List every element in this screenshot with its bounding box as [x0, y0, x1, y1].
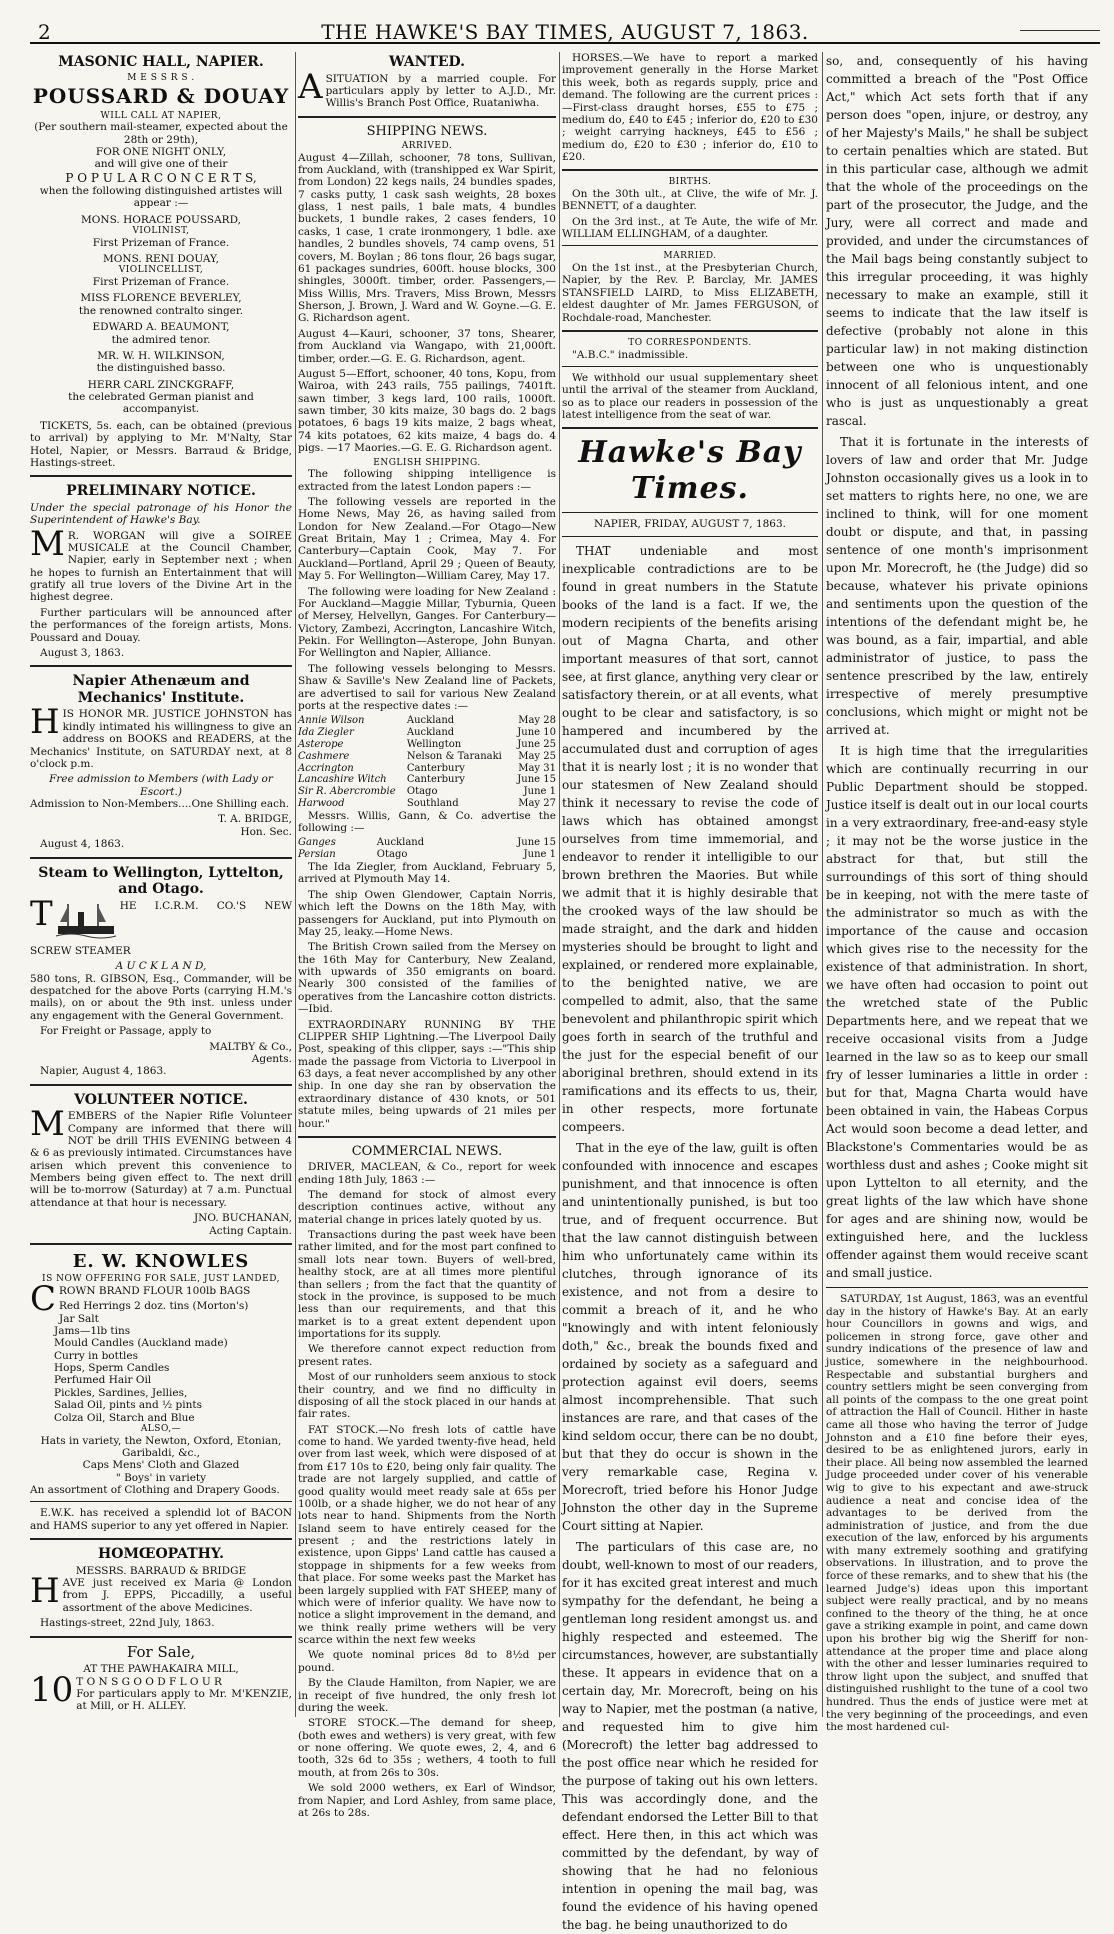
masonic-tickets: TICKETS, 5s. each, can be obtained (previous to arrival) by applying to Mr. M'Nalty, Star Hotel, Napier, or Messrs. Barraud & Bridge, Hastings-street. [30, 419, 292, 469]
divider [30, 1243, 292, 1245]
commercial-text: DRIVER, MACLEAN, & Co., report for week ending 18th July, 1863 :— [298, 1161, 556, 1186]
masonic-names: POUSSARD & DOUAY [32, 84, 290, 109]
table-cell: Annie Wilson [298, 715, 365, 727]
forsale-number: 10 [30, 1669, 74, 1710]
willis-text: Messrs. Willis, Gann, & Co. advertise the following :— [298, 809, 556, 835]
divider [30, 1636, 292, 1638]
artist-note: First Prizeman of France. [92, 276, 230, 289]
steam-date: Napier, August 4, 1863. [40, 1065, 167, 1078]
volunteer-heading: VOLUNTEER NOTICE. [74, 1091, 248, 1108]
list-item: Jams—1lb tins [54, 1324, 131, 1337]
column-1 [30, 52, 292, 1717]
list-item: Pickles, Sardines, Jellies, [54, 1386, 188, 1399]
correspondents-text: "A.B.C." inadmissible. [572, 348, 689, 361]
forsale-heading: For Sale, [126, 1642, 196, 1661]
table-row [298, 739, 556, 751]
divider [562, 427, 818, 429]
births-heading: BIRTHS. [668, 177, 712, 188]
leader-continued: That it is fortunate in the interests of lovers of law and order that Mr. Judge Johnston occasionally gives us a look in to set matters to rights here, no one, we are inclined to think, will for one moment doubt or dispute, and that, in passing sentence of one month's imprisonment upon Mr. Morecroft, he (the Judge) did so because, whatever his private opinions and sentiments upon the question of the intentions of the defendant might be, he was bound, as a fair, impartial, and able administrator of justice, to pass the sentence prescribed by the law, entirely irrespective of merely presumptive conclusions, which might or might not be arrived at. [826, 435, 1088, 737]
knowles-bacon: E.W.K. has received a splendid lot of BACON and HAMS superior to any yet offered in Napier. [30, 1507, 292, 1532]
divider [30, 1538, 292, 1540]
divider [562, 512, 818, 513]
birth-notice: On the 3rd inst., at Te Aute, the wife of Mr. WILLIAM ELLINGHAM, of a daughter. [562, 215, 818, 241]
artist-name: MR. W. H. WILKINSON, [97, 349, 225, 362]
preliminary-date: August 3, 1863. [40, 646, 125, 659]
column-4 [826, 52, 1088, 1734]
divider [562, 169, 818, 171]
masonic-will-call: WILL CALL AT NAPIER, [100, 110, 222, 121]
vessel-table [298, 715, 556, 809]
masonic-messrs: M E S S R S . [127, 72, 195, 83]
commercial-text: FAT STOCK.—No fresh lots of cattle have come to hand. We yarded twenty-five head, held over from last week, which were disposed of at from £17 10s to £20, being only fair quality. The trade are not largely supplied, and cattle of good quality would meet ready sale at 65s per 100lb, or a shade higher, we do not hear of any lots near to hand. Shipments from the North Island seem to have entirely ceased for the present ; and the restrictions lately in existence, upon Gipps' Land cattle has caused a stoppage in shipments for a few weeks from that place. For some weeks past the Market has been largely supplied with FAT SHEEP, many of which were of inferior quality. We have now to notice a slight improvement in the demand, and we think really prime wethers will be very scarce within the next few weeks [298, 1423, 556, 1647]
athenaeum-signature: T. A. BRIDGE, [218, 813, 292, 826]
divider [30, 1501, 292, 1502]
dateline: NAPIER, FRIDAY, AUGUST 7, 1863. [593, 518, 786, 531]
shipping-arrived: ARRIVED. [401, 140, 453, 151]
page-number: 2 [38, 20, 52, 44]
athenaeum-admission: Admission to Non-Members....One Shilling each. [30, 798, 290, 810]
wanted-body: SITUATION by a married couple. For particulars apply by letter to A.J.D., Mr. Willis's Branch Post Office, Ruataniwha. [325, 72, 556, 110]
artist-note: the renowned contralto singer. [78, 304, 244, 317]
horses-report: HORSES.—We have to report a marked improvement generally in the Horse Market this week, both as regards supply, price and demand. The following are the current prices :—First-class draught horses, £55 to £75 ; medium do, £40 to £45 ; inferior do, £20 to £30 ; weight carrying hackneys, £45 to £56 ; medium do, £20 to £30 ; inferior do, £10 to £20. [562, 52, 818, 163]
table-row [298, 786, 556, 798]
table-cell: Cashmere [298, 750, 350, 762]
commercial-text: We sold 2000 wethers, ex Earl of Windsor, from Napier, and Lord Ashley, from same place, at 26s to 28s. [298, 1782, 556, 1819]
table-row [298, 849, 556, 861]
athenaeum-body: IS HONOR MR. JUSTICE JOHNSTON has kindly intimated his willingness to give an address on BOOKS and READERS, at the Mechanics' Institute, on SATURDAY next, at 8 o'clock p.m. [30, 708, 292, 770]
divider [298, 1136, 556, 1138]
divider [562, 536, 818, 537]
leader-article [562, 542, 818, 1934]
knowles-items [30, 1300, 292, 1424]
shipping-heading: SHIPPING NEWS. [366, 123, 488, 139]
athenaeum-heading: Napier Athenæum and Mechanics' Institute. [72, 673, 250, 706]
forsale-at: AT THE PAWHAKAIRA MILL, [83, 1663, 239, 1676]
column-divider [559, 52, 560, 1717]
knowles-assortment: An assortment of Clothing and Drapery Goods. [30, 1484, 280, 1496]
divider [30, 1084, 292, 1086]
drop-cap: A [298, 66, 323, 107]
knowles-heading: E. W. KNOWLES [72, 1250, 250, 1272]
forsale-tons: T O N S G O O D F L O U R [76, 1675, 222, 1688]
leader-paragraph: The particulars of this case are, no doubt, well-known to most of our readers, for it has excited great interest and much sympathy for the defendant, he being a gentleman long resident amongst us. and highly respected and esteemed. The circumstances, however, are substantially these. It appears in evidence that on a certain day, Mr. Morecroft, being on his way to Napier, met the postman (a native, and requested him to give him (Morecroft) the letter bag addressed to the post office near which he resided for the purpose of taking out his own letters. This was accordingly done, and the defendant endorsed the Letter Bill to that effect. Here then, in this act which was committed by the defendant, by way of showing that he had no felonious intention in opening the mail bag, was found the evidence of his having opened the bag. he being unauthorized to do [562, 1539, 818, 1932]
volunteer-body: EMBERS of the Napier Rifle Volunteer Company are informed that there will NOT be drill THIS EVENING between 4 & 6 as previously intimated. Circumstances have arisen which prevent this convenience to Members being given effect to. The next drill will be to-morrow (Saturday) at 7 a.m. Punctual attendance at that hour is necessary. [30, 1110, 292, 1209]
drop-cap: H [30, 702, 60, 743]
leader-continued: It is high time that the irregularities which are continually recurring in our Public Department should be stopped. Justice itself is dealt out in our local courts in a very extraordinary, free-and-easy style ; it may not be the worse justice in the abstract for that, but still the surroundings of this sort of thing should be in keeping, not with the mere taste of the administrator so much as with the importance of the cause and occasion which gives rise to the necessity for the existence of that administration. In short, we have often had occasion to point out the wretched state of the Public Departments here, and we repeat that we receive occasional visits from a Judge learned in the law so as to keep our small fry of lesser luminaries a little in order : but for that, Magna Charta would have been obtained in vain, the Habeas Corpus Act would soon become a dead letter, and Blackstone's Commentaries would be as worthless dust and ashes ; Cooke might sit upon Lyttelton to all eternity, and the great lights of the law which have shone for ages and are shining now, would be extinguished here, and the luckless offender against them would receive scant and small justice. [826, 744, 1088, 1280]
leader-continued: so, and, consequently of his having committed a breach of the "Post Office Act," which Act sets forth that if any person does "open, injure, or destroy, any of her Majesty's Mails," he shall be subject to certain penalties which are stated. But in this particular case, although we admit that the whole of the proceedings on the part of the prosecutor, the Judge, and the Jury, were all correct and made and provided, and under the circumstances of the Mail bags being constantly subject to this irregular proceeding, it was highly necessary to make an example, still it seems to indicate that the law itself is defective (probably not alone in this particular law) in not making distinction between one who is unquestionably innocent of all felonious intent, and one who is just as unquestionably a great rascal. [826, 54, 1088, 428]
table-cell: Harwood [298, 797, 345, 809]
artist-name: EDWARD A. BEAUMONT, [92, 321, 230, 334]
table-cell: Nelson & Taranaki [406, 750, 502, 762]
masonic-heading: MASONIC HALL, NAPIER. [58, 54, 264, 70]
column-divider [295, 52, 296, 1717]
artist-role: VIOLINCELLIST, [118, 265, 204, 276]
list-item: Salad Oil, pints and ½ pints [54, 1399, 202, 1412]
column-divider [822, 52, 823, 1717]
birth-notice: On the 30th ult., at Clive, the wife of Mr. J. BENNETT, of a daughter. [562, 187, 818, 213]
artist-name: MISS FLORENCE BEVERLEY, [80, 292, 242, 305]
knowles-caps: Caps Mens' Cloth and Glazed [82, 1459, 240, 1472]
table-cell: June 15 [517, 837, 556, 849]
table-cell: Asterope [298, 738, 344, 750]
shipping-note: The British Crown sailed from the Mersey on the 16th May for Canterbury, New Zealand, with upwards of 350 emigrants on board. Nearly 300 consisted of the families of operatives from the Lancashire cotton districts.—Ibid. [298, 941, 556, 1016]
header-rule [1020, 30, 1100, 31]
artist-note: the admired tenor. [111, 333, 211, 346]
preliminary-heading: PRELIMINARY NOTICE. [66, 483, 256, 500]
artist-name: HERR CARL ZINCKGRAFF, [87, 378, 235, 391]
forsale-body: For particulars apply to Mr. M'KENZIE, at Mill, or H. ALLEY. [76, 1687, 292, 1713]
artist-name: MONS. RENI DOUAY, [103, 253, 219, 266]
steam-body2: 580 tons, R. GIBSON, Esq., Commander, will be despatched for the above Ports (carrying H.M.'s mails), on or about the 9th inst. unless under any engagement with the General Government. [30, 972, 292, 1022]
masonic-one-night: FOR ONE NIGHT ONLY, [95, 146, 227, 159]
table-cell: May 31 [518, 762, 556, 774]
commercial-text: Most of our runholders seem anxious to stock their country, and we find no difficulty in disposing of all the stock placed in our hands at fair rates. [298, 1371, 556, 1421]
married-heading: MARRIED. [663, 251, 717, 262]
court-report: SATURDAY, 1st August, 1863, was an eventful day in the history of Hawke's Bay. At an early hour Councillors in gowns and wigs, and policemen in strong force, gave other and sundry indications of the presence of law and justice, somewhere in the neighbourhood. Respectable and substantial burghers and country settlers might be seen converging from all points of the compass to the one great point of attraction the Hall of Council. Hither in haste came all those who having the terror of Judge Johnston and a £10 fine before their eyes, desired to be as enlightened jurors, early in their place. All being now assembled the learned Judge proceeded under cover of his venerable wig to give to his expectant and awe-struck audience a neat and concise idea of the advantages to be derived from the administration of justice, and from the due execution of the law, enforced by his arguments with many extremely soothing and gratifying observations. In illustration, and to prove the force of these remarks, and to shew that his (the learned Judge's) ideas upon this important subject were really practical, and by no means confined to the theory of the thing, he at once gave a striking example in point, and came down upon his brother big wig the Sheriff for non-attendance at the proper time and place along with the other and lesser luminaries required to throw light upon the subject, and snuffed that distinguished rushlight to the tune of a cool two hundred. Thus the ends of justice were met at the very beginning of the proceedings, and even the most hardened cul- [826, 1293, 1088, 1734]
drop-cap: M [30, 1104, 65, 1145]
shipping-arrival: August 4—Kauri, schooner, 37 tons, Shearer, from Auckland via Wangapo, with 21,000ft. timber, order.—G. E. G. Richardson, agent. [298, 327, 556, 365]
english-shipping-text: The following vessels belonging to Messrs. Shaw & Saville's New Zealand line of Packets, are advertised to sail for various New Zealand ports at the respective dates :— [298, 662, 556, 712]
steam-body: HE I.C.R.M. CO.'S NEW SCREW STEAMER [30, 899, 292, 957]
divider [562, 330, 818, 332]
homoeopathy-heading: HOMŒOPATHY. [98, 1546, 224, 1563]
correspondents-heading: TO CORRESPONDENTS. [628, 337, 752, 348]
list-item: Mould Candles (Auckland made) [54, 1337, 228, 1350]
homoeopathy-date: Hastings-street, 22nd July, 1863. [40, 1617, 215, 1630]
table-cell: Otago [406, 786, 438, 798]
table-cell: Southland [406, 797, 459, 809]
artist-name: MONS. HORACE POUSSARD, [81, 213, 241, 226]
page-title: THE HAWKE'S BAY TIMES, AUGUST 7, 1863. [321, 20, 809, 44]
preliminary-body: R. WORGAN will give a SOIREE MUSICALE at the Council Chamber, Napier, early in September next ; when he hopes to furnish an Entertainment that will gratify all true lovers of the Divine Art in the highest degree. [30, 529, 292, 604]
commercial-heading: COMMERCIAL NEWS. [351, 1143, 503, 1159]
artist-note: the distinguished basso. [96, 362, 226, 375]
table-cell: Wellington [406, 738, 462, 750]
knowles-hats: Hats in variety, the Newton, Oxford, Etonian, Garibaldi, &c., [40, 1434, 282, 1459]
masonic-popular: P O P U L A R C O N C E R T S, [65, 170, 257, 185]
knowles-also: ALSO,— [140, 1423, 182, 1434]
table-cell: June 10 [517, 727, 556, 739]
steam-agents: Agents. [251, 1052, 292, 1065]
wanted-heading: WANTED. [388, 54, 466, 70]
list-item: Colza Oil, Starch and Blue [54, 1411, 195, 1424]
shipping-note: The Ida Ziegler, from Auckland, February 5, arrived at Plymouth May 14. [298, 861, 556, 886]
table-cell: Auckland [406, 727, 455, 739]
table-cell: Canterbury [406, 762, 465, 774]
english-shipping-text: The following shipping intelligence is extracted from the latest London papers :— [298, 468, 556, 493]
commercial-text: By the Claude Hamilton, from Napier, we are in receipt of five hundred, the only fresh lot during the week. [298, 1677, 556, 1714]
table-row [298, 798, 556, 810]
volunteer-signature-title: Acting Captain. [209, 1224, 292, 1237]
table-cell: Otago [376, 849, 408, 861]
table-cell: Auckland [376, 837, 425, 849]
masonic-give: and will give one of their [94, 158, 228, 171]
marriage-notice: On the 1st inst., at the Presbyterian Church, Napier, by the Rev. P. Barclay, Mr. JAMES STANSFIELD LAIRD, to Miss ELIZABETH, eldest daughter of Mr. James FERGUSON, of Rochdale-road, Manchester. [562, 262, 818, 324]
table-row [298, 763, 556, 775]
english-shipping-text: The following were loading for New Zealand : For Auckland—Maggie Millar, Tyburnia, Queen of Mersey, Helvellyn, Ganges. For Canterbury—Victory, Zambezi, Accrington, Lancashire Witch, Pekin. For Wellington—Asterope, John Bunyan. For Wellington and Napier, Alliance. [298, 585, 556, 660]
divider [562, 366, 818, 367]
table-cell: June 25 [517, 738, 556, 750]
table-cell: May 28 [518, 715, 556, 727]
divider [826, 1287, 1088, 1288]
table-row [298, 715, 556, 727]
english-shipping-heading: ENGLISH SHIPPING. [373, 457, 481, 468]
table-cell: Sir R. Abercrombie [298, 786, 396, 798]
divider [30, 857, 292, 859]
list-item: Red Herrings 2 doz. tins (Morton's) [59, 1300, 249, 1313]
table-cell: June 1 [523, 786, 556, 798]
volunteer-signature: JNO. BUCHANAN, [193, 1212, 292, 1225]
leader-paragraph: THAT undeniable and most inexplicable contradictions are to be found in great numbers in the Statute books of the land is a fact. If we, the modern recipients of the benefits arising out of Magna Charta, and other important measures of that sort, cannot see, at first glance, anything very clear or satisfactory therein, or at all events, what ought to be clear and satisfactory, is so hampered and incumbered by the accumulated dust and corruption of ages that it is nearly lost ; it is no wonder that our statesmen of New Zealand should think it necessary to revise the code of laws which has obtained amongst ourselves from time immemorial, and endeavor to render it intelligible to our brown brethren the Maories. But while we admit that it is highly desirable that the crooked ways of the law should be made straight, and the dark and hidden mysteries should be brought to light and explained, or rendered more explainable, to the benighted native, we are compelled to admit, also, that the same benevolent and philanthropic spirit which goes forth in search of the truthful and the just for the especial benefit of our aboriginal brethren, should extend in its ramifications and its effects to us, their, in other respects, more fortunate compeers. [562, 543, 818, 1134]
table-row [298, 751, 556, 763]
table-cell: Ganges [298, 837, 336, 849]
steam-ship-name: A U C K L A N D, [115, 960, 207, 973]
commercial-text: The demand for stock of almost every description continues active, without any material change in prices lately quoted by us. [298, 1188, 556, 1226]
commercial-text: STORE STOCK.—The demand for sheep, (both ewes and wethers) is very great, with few or none offering. We quote ewes, 2, 4, and 6 tooth, 32s 6d to 35s ; wethers, 4 tooth to full mouth, at from 26s to 30s. [298, 1717, 556, 1779]
column-2 [298, 52, 556, 1819]
artist-role: VIOLINIST, [132, 226, 190, 237]
drop-cap: H [30, 1571, 60, 1612]
list-item: Hops, Sperm Candles [54, 1362, 170, 1375]
table-cell: Persian [298, 849, 336, 861]
table-cell: May 27 [518, 797, 556, 809]
knowles-sub: IS NOW OFFERING FOR SALE, JUST LANDED, [42, 1274, 280, 1285]
homoeopathy-body: AVE just received ex Maria @ London from J. EPPS, Piccadilly, a useful assortment of the above Medicines. [62, 1577, 292, 1614]
table-cell: June 1 [523, 849, 556, 861]
preliminary-patron: Under the special patronage of his Honor the Superintendent of Hawke's Bay. [30, 501, 292, 527]
table-cell: June 15 [517, 774, 556, 786]
commercial-text: We therefore cannot expect reduction from present rates. [298, 1343, 556, 1368]
list-item: Curry in bottles [54, 1349, 139, 1362]
table-cell: Accrington [298, 762, 354, 774]
list-item: Perfumed Hair Oil [54, 1374, 152, 1387]
english-shipping-text: The following vessels are reported in the Home News, May 26, as having sailed from London for New Zealand.—For Otago—New Great Britain, May 1 ; Crimea, May 4. For Canterbury—Captain Cook, May 7. For Auckland—Portland, April 29 ; Queen of Beauty, May 5. For Wellington—William Carey, May 17. [298, 495, 556, 583]
athenaeum-signature-title: Hon. Sec. [240, 825, 292, 838]
artist-note: First Prizeman of France. [92, 236, 230, 249]
masonic-per: (Per southern mail-steamer, expected about the 28th or 29th), [34, 121, 288, 146]
steamship-icon [56, 900, 116, 943]
drop-cap: T [30, 893, 53, 934]
table-cell: Lancashire Witch [298, 774, 387, 786]
divider [30, 475, 292, 477]
drop-cap: M [30, 523, 65, 564]
table-row [298, 837, 556, 849]
athenaeum-date: August 4, 1863. [40, 838, 125, 851]
knowles-crown: ROWN BRAND FLOUR 100lb BAGS [59, 1284, 251, 1297]
divider [30, 665, 292, 667]
artist-note: the celebrated German pianist and accompanyist. [68, 391, 254, 416]
knowles-boys: " Boys' in variety [115, 1471, 207, 1484]
supplement-note: We withhold our usual supplementary sheet until the arrival of the steamer from Auckland, so as to place our readers in possession of the latest intelligence from the seat of war. [562, 371, 818, 422]
table-cell: May 25 [518, 750, 556, 762]
commercial-text: We quote nominal prices 8d to 8½d per pound. [298, 1649, 556, 1674]
divider [298, 116, 556, 118]
list-item: Jar Salt [59, 1312, 99, 1325]
table-row [298, 727, 556, 739]
table-row [298, 774, 556, 786]
preliminary-body2: Further particulars will be announced after the performances of the foreign artists, Mons. Poussard and Douay. [30, 606, 292, 644]
drop-cap: C [30, 1278, 57, 1319]
table-cell: Canterbury [406, 774, 465, 786]
masonic-following: when the following distinguished artistes will appear :— [39, 184, 283, 210]
homoeopathy-messrs: MESSRS. BARRAUD & BRIDGE [75, 1564, 247, 1577]
commercial-text: Transactions during the past week have been rather limited, and for the most part confined to small lots near town. Buyers of well-bred, healthy stock, are at all times more plentiful than sellers ; from the fact that the quantity of stock in the province, is supposed to be much less than our requirements, and that this market is to a great extent dependent upon importations for its supply. [298, 1229, 556, 1341]
divider [562, 245, 818, 246]
steam-heading: Steam to Wellington, Lyttelton, and Otago. [38, 864, 284, 898]
athenaeum-free: Free admission to Members (with Lady or Escort.) [49, 773, 273, 798]
table-cell: Ida Ziegler [298, 727, 354, 739]
shipping-note: EXTRAORDINARY RUNNING BY THE CLIPPER SHIP Lightning.—The Liverpool Daily Post, speaking of this clipper, says :—"This ship made the passage from Victoria to Liverpool in 63 days, a feat never accomplished by any other ship. In one day she ran by observation the extraordinary distance of 430 knots, or 501 statute miles, being upwards of 21 miles per hour." [298, 1018, 556, 1130]
shipping-note: The ship Owen Glendower, Captain Norris, which left the Downs on the 18th May, with passengers for Auckland, put into Plymouth on May 25, leaky.—Home News. [298, 888, 556, 938]
column-3 [562, 52, 819, 1932]
leader-paragraph: That in the eye of the law, guilt is often confounded with innocence and escapes punishment, and that innocence is often and unintentionally punished, is but too true, and of frequent occurrence. But that the law cannot distinguish between him who unfortunately came within its clutches, through ignorance of its existence, and not from a desire to commit a breach of it, and he who "knowingly and with intent feloniously doth," &c., break the bounds fixed and ordained by society as a safeguard and protection against evil doers, seems almost incomprehensible. That such instances are rare, and that cases of the kind seldom occur, there can be no doubt, but that they do occur is shown in the very remarkable case, Regina v. Morecroft, tried before his Honor Judge Johnston the other day in the Supreme Court sitting at Napier. [562, 1140, 819, 1533]
table-cell: Auckland [406, 715, 455, 727]
page-header [30, 18, 1100, 44]
masthead: Hawke's Bay Times. [578, 435, 802, 506]
shipping-arrival: August 5—Effort, schooner, 40 tons, Kopu, from Wairoa, with 243 rails, 755 pailings, 7401ft. sawn timber, 3 kegs lard, 100 rails, 1000ft. sawn timber, 30 kits maize, 30 bags do. 2 bags potatoes, 6 bags 19 kits maize, 2 bags wheat, 74 kits potatoes, 62 kits maize, 4 bags do. 4 pigs. —17 Maories.—G. E. G. Richardson agent. [298, 367, 556, 455]
vessel-table-2 [298, 837, 556, 861]
steam-agent: MALTBY & Co., [209, 1040, 292, 1053]
shipping-arrival: August 4—Zillah, schooner, 78 tons, Sullivan, from Auckland, with (transhipped ex War Spirit, from London) 22 kegs nails, 24 bundles spades, 7 casks putty, 1 cask sash weights, 28 boxes glass, 1 nest pails, 1 bale mats, 4 bundles buckets, 1 bundle rakes, 2 cases fenders, 10 casks, 1 case, 1 crate ironmongery, 1 bdle. axe handles, 2 bundles shovels, 74 camp ovens, 51 covers, M. Boylan ; 86 tons flour, 26 bags sugar, 61 packages sundries, 600ft. house blocks, 300 shingles, 3000ft. timber, order. Passengers,—Miss Willis, Mrs. Travers, Miss Brown, Messrs Sherson, J. Brown, J. Ward and W. Goyne.—G. E. G. Richardson agent. [298, 151, 556, 325]
steam-freight: For Freight or Passage, apply to [40, 1025, 212, 1038]
